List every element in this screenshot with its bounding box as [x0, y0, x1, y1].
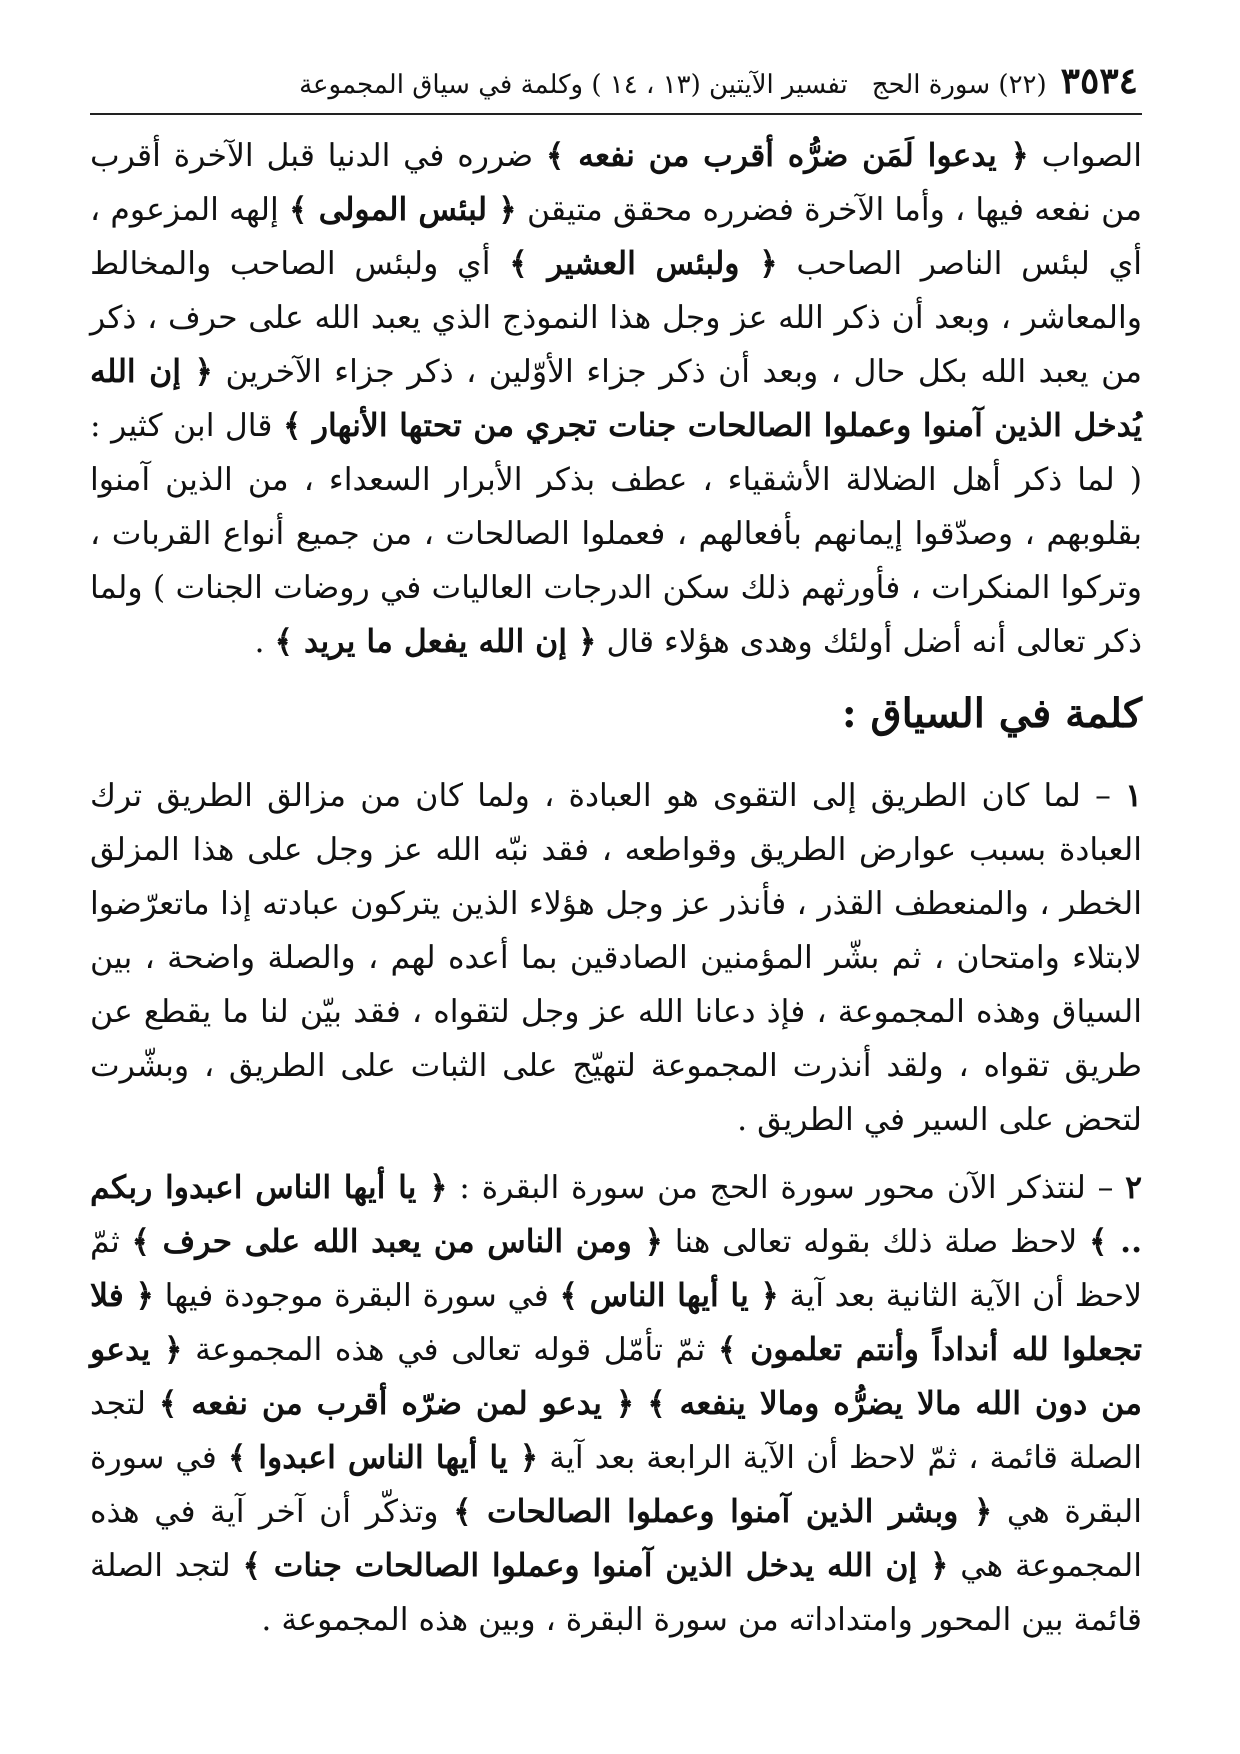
- context-point-1: [90, 769, 1142, 1147]
- text-run: في سورة البقرة هي: [90, 1440, 1143, 1531]
- header-right-group: [872, 60, 1138, 103]
- text-run: لتجد الصلة قائمة ، ثمّ لاحظ أن الآية الرابعة بعد آية: [90, 1386, 1142, 1477]
- text-run: لاحظ صلة ذلك بقوله تعالى هنا: [674, 1224, 1078, 1261]
- text-run: إلهه المزعوم ، أي لبئس الناصر الصاحب: [90, 192, 1143, 283]
- text-run: – لما كان الطريق إلى التقوى هو العبادة ، ولما كان من مزالق الطريق ترك العبادة بسبب عوارض الطريق وقواطعه ، فقد نبّه الله عز وجل على هذا المزلق الخطر ، والمنعطف القذر ، فأنذر عز وجل هؤلاء الذين يتركون عبادته إذا ماتعرّضوا لابتلاء وامتحان ، ثم بشّر المؤمنين الصادقين بما أعده لهم ، والصلة واضحة ، بين السياق وهذه المجموعة ، فإذ دعانا الله عز وجل لتقواه ، فقد بيّن لنا ما يقطع عن طريق تقواه ، ولقد أنذرت المجموعة لتهيّج على الثبات على الطريق ، وبشّرت لتحض على السير في الطريق .: [90, 778, 1142, 1139]
- text-run: – لنتذكر الآن محور سورة الحج من سورة البقرة :: [459, 1170, 1114, 1207]
- page-body: [90, 129, 1142, 1647]
- quran-quote: ﴿ وبشر الذين آمنوا وعملوا الصالحات ﴾: [453, 1493, 993, 1531]
- quran-quote: ﴿ يدعوا لَمَن ضرُّه أقرب من نفعه ﴾: [545, 137, 1029, 175]
- quran-quote: ﴿ فلا تجعلوا لله أنداداً وأنتم تعلمون ﴾: [90, 1277, 1143, 1369]
- text-run: الصواب: [1041, 138, 1143, 175]
- quran-quote: ﴿ ولبئس العشير ﴾: [509, 245, 778, 283]
- text-run: ثمّ تأمّل قوله تعالى في هذه المجموعة: [195, 1332, 706, 1369]
- quran-quote: ﴿ يا أيها الناس اعبدوا ربكم .. ﴾: [90, 1169, 1143, 1261]
- point-number: ١: [1125, 777, 1142, 815]
- quran-quote: ﴿ يدعو لمن ضرّه أقرب من نفعه ﴾: [158, 1385, 635, 1423]
- point-number: ٢: [1125, 1169, 1143, 1207]
- book-page: [90, 60, 1142, 1714]
- context-point-2: [90, 1161, 1142, 1647]
- quran-quote: ﴿ يدعو من دون الله مالا يضرُّه ومالا ينفعه ﴾: [90, 1331, 1143, 1423]
- text-run: قال ابن كثير : ( لما ذكر أهل الضلالة الأشقياء ، عطف بذكر الأبرار السعداء ، من الذين آمنوا بقلوبهم ، وصدّقوا إيمانهم بأفعالهم ، فعملوا الصالحات ، من جميع أنواع القربات ، وتركوا المنكرات ، فأورثهم ذلك سكن الدرجات العاليات في روضات الجنات ) ولما ذكر تعالى أنه أضل أولئك وهدى هؤلاء قال: [90, 408, 1142, 661]
- text-run: وتذكّر أن آخر آية في هذه المجموعة هي: [90, 1494, 1142, 1585]
- quran-quote: ﴿ ومن الناس من يعبد الله على حرف ﴾: [131, 1223, 663, 1261]
- tafsir-paragraph: [90, 129, 1142, 669]
- text-run: في سورة البقرة موجودة فيها: [164, 1278, 549, 1315]
- surah-title: (٢٢) سورة الحج: [871, 70, 1047, 100]
- running-header: [90, 60, 1142, 115]
- page-number: ٣٥٣٤: [1060, 60, 1138, 102]
- quran-quote: ﴿ إن الله يُدخل الذين آمنوا وعملوا الصالحات جنات تجري من تحتها الأنهار ﴾: [90, 353, 1142, 445]
- quran-quote: ﴿ لبئس المولى ﴾: [288, 191, 517, 229]
- section-subject: تفسير الآيتين (١٣ ، ١٤ ) وكلمة في سياق المجموعة: [299, 70, 848, 100]
- text-run: ضرره في الدنيا قبل الآخرة أقرب من نفعه فيها ، وأما الآخرة فضرره محقق متيقن: [90, 138, 1143, 229]
- text-run: ثمّ لاحظ أن الآية الثانية بعد آية: [90, 1224, 1143, 1315]
- quran-quote: ﴿ يا أيها الناس اعبدوا ﴾: [227, 1439, 539, 1477]
- quran-quote: ﴿ إن الله يفعل ما يريد ﴾: [274, 623, 597, 661]
- text-run: لتجد الصلة قائمة بين المحور وامتداداته من سورة البقرة ، وبين هذه المجموعة .: [90, 1548, 1142, 1639]
- section-heading: كلمة في السياق :: [841, 690, 1142, 738]
- text-run: .: [254, 624, 265, 661]
- paragraph-gap: [90, 1147, 1142, 1161]
- quran-quote: ﴿ يا أيها الناس ﴾: [559, 1277, 779, 1315]
- text-run: أي ولبئس الصاحب والمخالط والمعاشر ، وبعد أن ذكر الله عز وجل هذا النموذج الذي يعبد الله على حرف ، ذكر من يعبد الله بكل حال ، وبعد أن ذكر جزاء الأوّلين ، ذكر جزاء الآخرين: [90, 246, 1142, 391]
- quran-quote: ﴿ إن الله يدخل الذين آمنوا وعملوا الصالحات جنات ﴾: [242, 1547, 949, 1585]
